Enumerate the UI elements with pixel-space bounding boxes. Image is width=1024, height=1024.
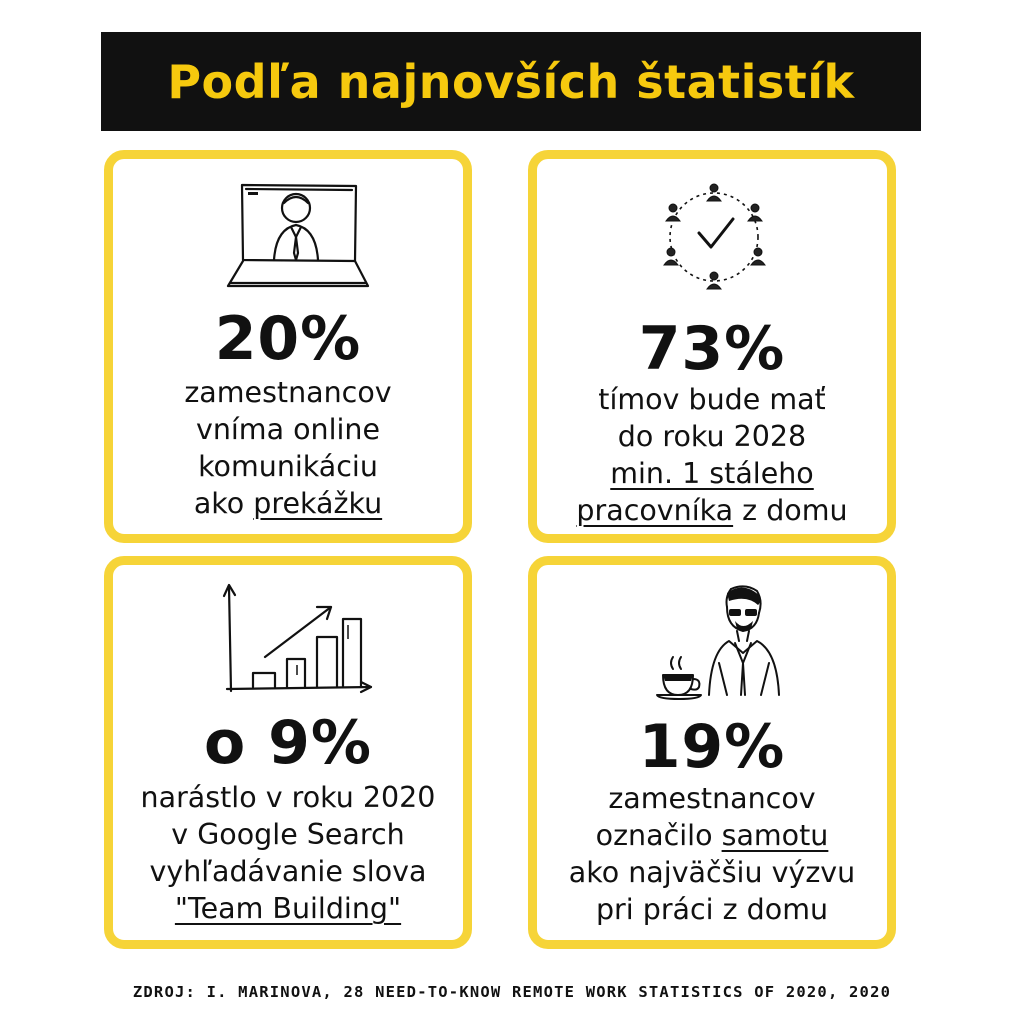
video-call-laptop-icon [222, 181, 372, 291]
source-citation: ZDROJ: I. MARINOVA, 28 NEED-TO-KNOW REMOTE WORK STATISTICS OF 2020, 2020 [132, 983, 892, 1001]
description-line: pri práci z domu [595, 893, 829, 926]
growth-bar-chart-icon [213, 579, 373, 699]
underlined-keyword: samotu [721, 819, 829, 852]
description-line [113, 890, 463, 927]
description-line [537, 455, 887, 492]
stat-description [537, 780, 887, 928]
stat-value: 20% [214, 304, 362, 374]
description-line: pracovníka z domu [576, 494, 848, 527]
description-line: vníma online [195, 413, 381, 446]
underlined-keyword: prekážku [253, 487, 383, 520]
team-circle-check-icon [647, 177, 782, 297]
page-title: Podľa najnovších štatistík [167, 54, 855, 109]
description-line: označilo samotu [595, 819, 829, 852]
stat-value: 73% [638, 314, 786, 384]
description-line: zamestnancov [608, 782, 816, 815]
underlined-keyword: "Team Building" [174, 892, 402, 925]
description-line: vyhľadávanie slova [149, 855, 427, 888]
stat-card-loneliness [528, 556, 896, 949]
stat-card-online-communication [104, 150, 472, 543]
description-line: do roku 2028 [617, 420, 807, 453]
description-line: ako prekážku [193, 487, 383, 520]
description-line: narástlo v roku 2020 [140, 781, 436, 814]
stat-card-remote-teams [528, 150, 896, 543]
stat-description [113, 779, 463, 927]
description-line: tímov bude mať [598, 383, 826, 416]
description-line: ako najväčšiu výzvu [568, 856, 856, 889]
description-line: zamestnancov [184, 376, 392, 409]
stat-description [537, 381, 887, 529]
title-banner [101, 32, 921, 131]
stat-description [113, 374, 463, 522]
stat-value: o 9% [204, 708, 372, 778]
lonely-man-coffee-icon [655, 583, 795, 703]
stat-value: 19% [638, 712, 786, 782]
description-line: komunikáciu [198, 450, 378, 483]
stat-card-team-building-search [104, 556, 472, 949]
underlined-keyword: pracovníka [576, 494, 734, 527]
description-line: v Google Search [171, 818, 405, 851]
underlined-keyword: min. 1 stáleho [610, 457, 814, 490]
